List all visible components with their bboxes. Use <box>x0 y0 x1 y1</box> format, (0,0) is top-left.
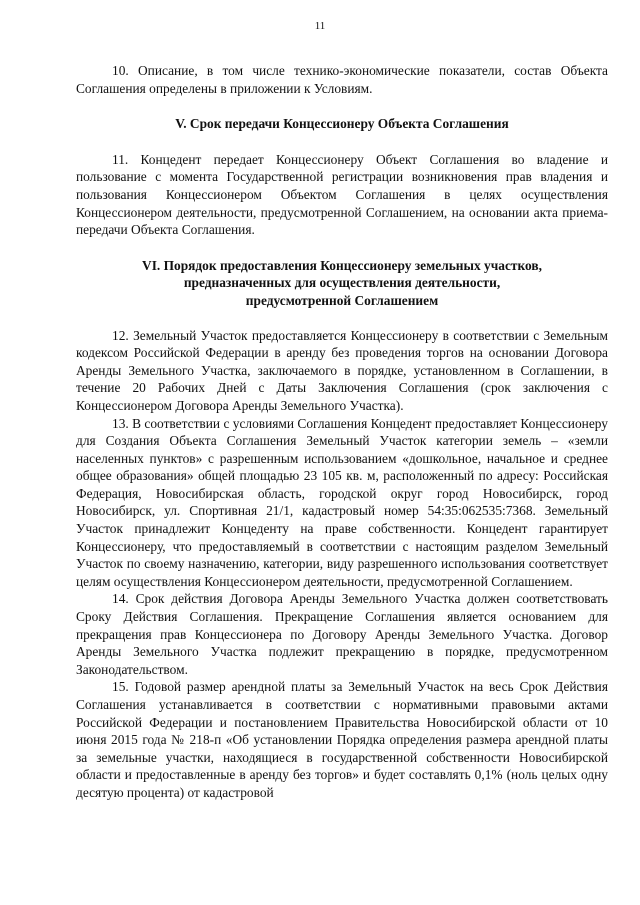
page-number: 11 <box>314 20 326 32</box>
section-vi-heading <box>76 257 608 310</box>
paragraph-10: 10. Описание, в том числе технико-экономические показатели, состав Объекта Соглашения определены в приложении к Условиям. <box>76 63 608 96</box>
heading-line: предусмотренной Соглашением <box>245 292 439 308</box>
section-v-heading <box>76 115 608 133</box>
paragraph-13: 13. В соответствии с условиями Соглашения Концедент предоставляет Концессионеру для Создания Объекта Соглашения Земельный Участок категории земель – «земли населенных пунктов» с разрешенным использованием «дошкольное, начальное и среднее общее образования» общей площадью 23 105 кв. м, расположенный по адресу: Российская Федерация, Новосибирская область, городской округ город Новосибирск, город Новосибирск, ул. Спортивная 21/1, кадастровый номер 54:35:062535:7368. Земельный Участок принадлежит Концеденту на праве собственности. Концедент гарантирует Концессионеру, что предоставляемый в соответствии с настоящим разделом Земельный Участок по своему назначению, категории, виду разрешенного использования соответствует целям осуществления Концессионером деятельности, предусмотренной Соглашением. <box>76 415 608 589</box>
paragraph-11: 11. Концедент передает Концессионеру Объект Соглашения во владение и пользование с момента Государственной регистрации возникновения прав владения и пользования Концессионером Объектом Соглашения в целях осуществления Концессионером деятельности, предусмотренной Соглашением, на основании акта приема-передачи Объекта Соглашения. <box>76 151 608 238</box>
paragraph-12: 12. Земельный Участок предоставляется Концессионеру в соответствии с Земельным кодексом Российской Федерации в аренду без проведения торгов на основании Договора Аренды Земельного Участка, заключаемого в порядке, установленном в Соглашении, в течение 20 Рабочих Дней с Даты Заключения Соглашения (срок заключения с Концессионером Договора Аренды Земельного Участка). <box>76 327 608 413</box>
paragraph-14: 14. Срок действия Договора Аренды Земельного Участка должен соответствовать Сроку Действия Соглашения. Прекращение Соглашения является основанием для прекращения прав Концессионера по Договору Аренды Земельного Участка. Договор Аренды Земельного Участка подлежит прекращению в порядке, предусмотренном Законодательством. <box>76 591 608 677</box>
heading-line: V. Срок передачи Концессионеру Объекта Соглашения <box>175 116 509 132</box>
paragraph-15: 15. Годовой размер арендной платы за Земельный Участок на весь Срок Действия Соглашения устанавливается в соответствии с нормативными правовыми актами Российской Федерации и постановлением Правительства Новосибирской области от 10 июня 2015 года № 218-п «Об установлении Порядка определения размера арендной платы за земельные участки, находящиеся в государственной собственности Новосибирской области и предоставленные в аренду без торгов» и будет составлять 0,1% (ноль целых одну десятую процента) от кадастровой <box>76 679 608 800</box>
heading-line: VI. Порядок предоставления Концессионеру земельных участков, <box>142 257 542 273</box>
heading-line: предназначенных для осуществления деятельности, <box>183 275 501 291</box>
page-content <box>76 62 608 802</box>
